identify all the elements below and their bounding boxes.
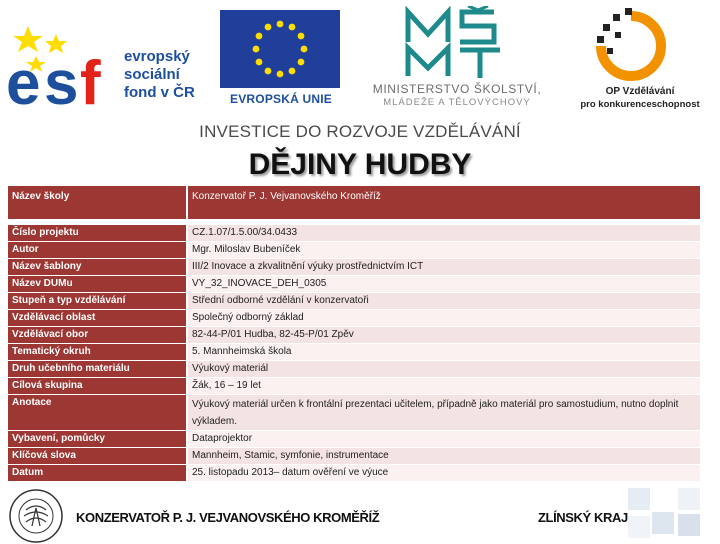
footer [0, 480, 720, 540]
table-row [8, 327, 700, 344]
row-key: Tematický okruh [8, 344, 187, 361]
footer-region: ZLÍNSKÝ KRAJ [538, 510, 628, 525]
row-key: Autor [8, 242, 187, 259]
row-key: Číslo projektu [8, 225, 187, 242]
decor-square [628, 488, 650, 510]
op-line2: pro konkurenceschopnost [580, 99, 700, 110]
row-key: Vybavení, pomůcky [8, 431, 187, 448]
row-value: III/2 Inovace a zkvalitnění výuky prostřednictvím ICT [187, 259, 700, 276]
eu-flag-icon [220, 10, 340, 88]
msmt-line1: MINISTERSTVO ŠKOLSTVÍ, [372, 82, 542, 96]
svg-text:f: f [80, 49, 101, 106]
table-row [8, 293, 700, 310]
svg-text:s: s [44, 49, 79, 106]
op-line1: OP Vzdělávání [605, 86, 675, 97]
msmt-logo [352, 4, 562, 108]
row-key: Vzdělávací oblast [8, 310, 187, 327]
konzervator-seal-icon [8, 488, 64, 544]
decor-square [678, 488, 700, 510]
esf-logo-mark [6, 22, 118, 106]
row-key: Cílová skupina [8, 378, 187, 395]
row-value: Mgr. Miloslav Bubeníček [187, 242, 700, 259]
decor-square [678, 514, 700, 536]
table-row [8, 242, 700, 259]
row-key: Datum [8, 465, 187, 482]
table-row [8, 225, 700, 242]
decor-square [652, 512, 674, 534]
esf-line2: sociální [124, 66, 180, 83]
row-key: Stupeň a typ vzdělávání [8, 293, 187, 310]
row-key: Název školy [8, 186, 187, 220]
table-row [8, 431, 700, 448]
esf-line3: fond v ČR [124, 84, 195, 101]
esf-line1: evropský [124, 48, 190, 65]
decor-square [628, 516, 650, 538]
logo-bar [0, 0, 720, 115]
table-row [8, 448, 700, 465]
info-table [8, 186, 700, 482]
row-value: Společný odborný základ [187, 310, 700, 327]
msmt-logo-mark [402, 6, 512, 82]
esf-logo [6, 4, 211, 108]
row-key: Klíčová slova [8, 448, 187, 465]
row-key: Druh učebního materiálu [8, 361, 187, 378]
row-key: Vzdělávací obor [8, 327, 187, 344]
esf-logo-text [124, 48, 195, 102]
page-title: DĚJINY HUDBY [248, 148, 472, 181]
table-row [8, 186, 700, 220]
table-row [8, 259, 700, 276]
table-row [8, 361, 700, 378]
table-row [8, 310, 700, 327]
row-value: Výukový materiál určen k frontální prezentaci učitelem, případně jako materiál pro samostudium, nutno doplnit výkladem. [187, 395, 700, 431]
row-value: Střední odborné vzdělání v konzervatoři [187, 293, 700, 310]
svg-text:e: e [6, 49, 41, 106]
row-value: VY_32_INOVACE_DEH_0305 [187, 276, 700, 293]
row-value: 5. Mannheimská škola [187, 344, 700, 361]
investice-heading: INVESTICE DO ROZVOJE VZDĚLÁVÁNÍ [199, 122, 521, 141]
table-row [8, 276, 700, 293]
table-row [8, 465, 700, 482]
eu-logo [220, 4, 342, 108]
row-key: Anotace [8, 395, 187, 431]
row-value: Mannheim, Stamic, symfonie, instrumentace [187, 448, 700, 465]
row-key: Název šablony [8, 259, 187, 276]
row-value: CZ.1.07/1.5.00/34.0433 [187, 225, 700, 242]
row-value: Konzervatoř P. J. Vejvanovského Kroměříž [187, 186, 700, 220]
table-row [8, 378, 700, 395]
eu-logo-text: EVROPSKÁ UNIE [230, 92, 332, 106]
row-key: Název DUMu [8, 276, 187, 293]
table-row [8, 344, 700, 361]
op-logo [565, 4, 715, 108]
row-value: Žák, 16 – 19 let [187, 378, 700, 395]
msmt-line2: MLÁDEŽE A TĚLOVÝCHOVY [383, 97, 531, 108]
row-value: 82-44-P/01 Hudba, 82-45-P/01 Zpěv [187, 327, 700, 344]
table-row [8, 395, 700, 431]
row-value: 25. listopadu 2013– datum ověření ve výuce [187, 465, 700, 482]
row-value: Výukový materiál [187, 361, 700, 378]
footer-school: KONZERVATOŘ P. J. VEJVANOVSKÉHO KROMĚŘÍŽ [76, 510, 380, 525]
row-value: Dataprojektor [187, 431, 700, 448]
op-logo-mark [593, 8, 669, 84]
